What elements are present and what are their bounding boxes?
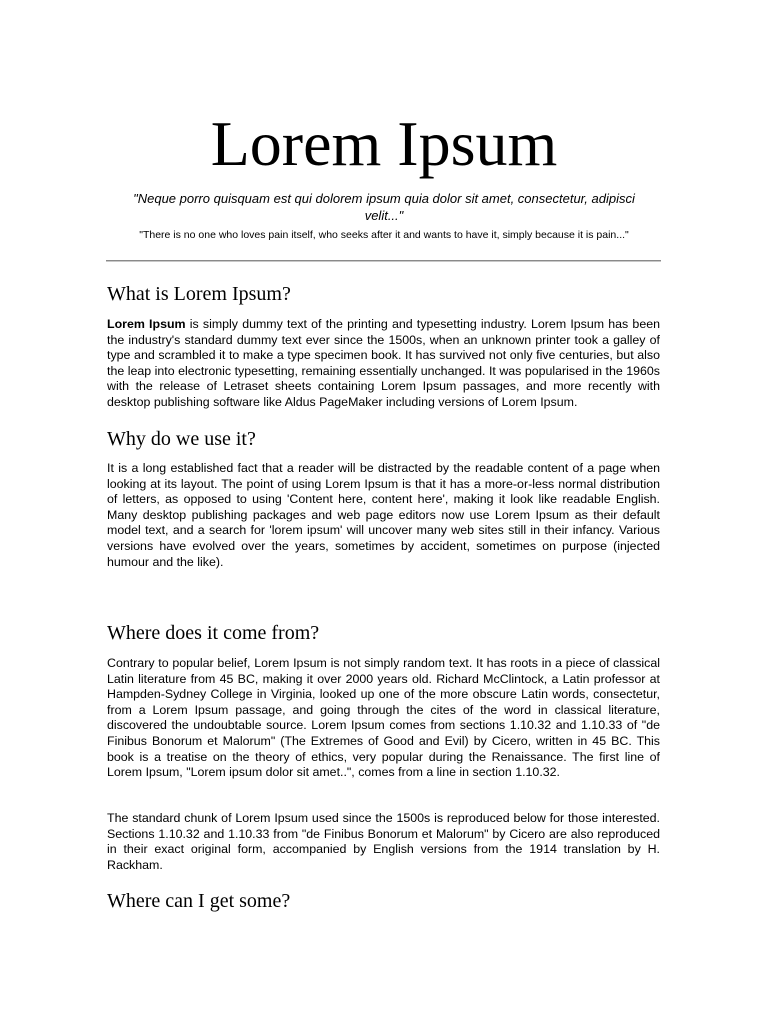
section-heading-why: Why do we use it? <box>107 428 256 450</box>
divider <box>106 260 661 262</box>
latin-quote: "Neque porro quisquam est qui dolorem ipsum quia dolor sit amet, consectetur, adipisci velit..." <box>133 191 635 223</box>
lead-bold-term: Lorem Ipsum <box>107 317 186 331</box>
section-text-what <box>107 317 660 411</box>
page-title: Lorem Ipsum <box>210 108 558 179</box>
section-text-where-from-2: The standard chunk of Lorem Ipsum used since the 1500s is reproduced below for those interested. Sections 1.10.32 and 1.10.33 from "de Finibus Bonorum et Malorum" by Cicero are also reproduced in their exact original form, accompanied by English versions from the 1914 translation by H. Rackham. <box>107 811 660 872</box>
section-text-what-rest: is simply dummy text of the printing and typesetting industry. Lorem Ipsum has been the industry's standard dummy text ever since the 1500s, when an unknown printer took a galley of type and scrambled it to make a type specimen book. It has survived not only five centuries, but also the leap into electronic typesetting, remaining essentially unchanged. It was popularised in the 1960s with the release of Letraset sheets containing Lorem Ipsum passages, and more recently with desktop publishing software like Aldus PageMaker including versions of Lorem Ipsum. <box>107 317 661 409</box>
section-text-where-from: Contrary to popular belief, Lorem Ipsum is not simply random text. It has roots in a piece of classical Latin literature from 45 BC, making it over 2000 years old. Richard McClintock, a Latin professor at Hampden-Sydney College in Virginia, looked up one of the more obscure Latin words, consectetur, from a Lorem Ipsum passage, and going through the cites of the word in classical literature, discovered the undoubtable source. Lorem Ipsum comes from sections 1.10.32 and 1.10.33 of "de Finibus Bonorum et Malorum" (The Extremes of Good and Evil) by Cicero, written in 45 BC. This book is a treatise on the theory of ethics, very popular during the Renaissance. The first line of Lorem Ipsum, "Lorem ipsum dolor sit amet..", comes from a line in section 1.10.32. <box>107 656 660 780</box>
section-text-why: It is a long established fact that a reader will be distracted by the readable content of a page when looking at its layout. The point of using Lorem Ipsum is that it has a more-or-less normal distribution of letters, as opposed to using 'Content here, content here', making it look like readable English. Many desktop publishing packages and web page editors now use Lorem Ipsum as their default model text, and a search for 'lorem ipsum' will uncover many web sites still in their infancy. Various versions have evolved over the years, sometimes by accident, sometimes on purpose (injected humour and the like). <box>107 461 660 569</box>
english-quote: "There is no one who loves pain itself, who seeks after it and wants to have it, simply because it is pain..." <box>139 229 629 241</box>
section-heading-where-from: Where does it come from? <box>107 622 320 644</box>
section-heading-where-get: Where can I get some? <box>107 890 291 912</box>
section-heading-what: What is Lorem Ipsum? <box>107 283 291 305</box>
